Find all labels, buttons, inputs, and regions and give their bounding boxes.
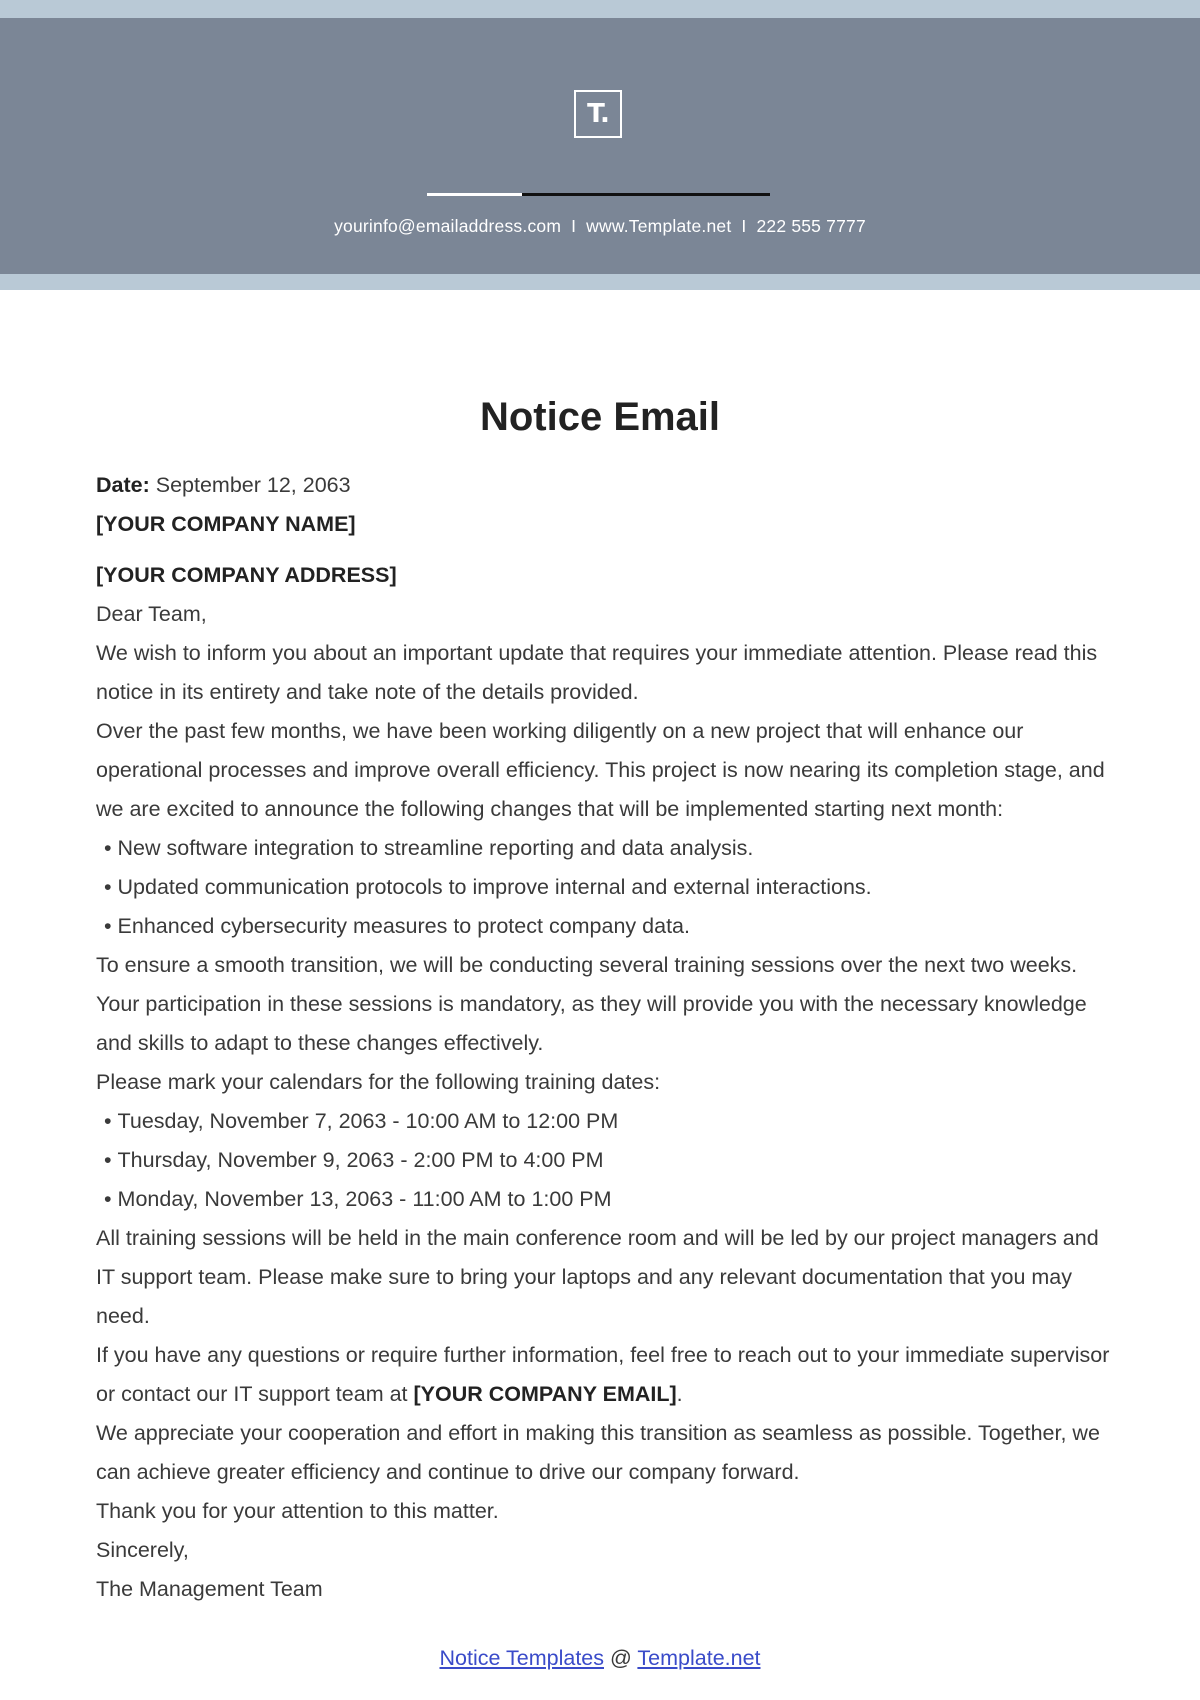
header-divider-light: [427, 193, 522, 196]
list-item: [96, 1180, 1116, 1219]
contact-website: www.Template.net: [586, 216, 732, 236]
changes-list: [96, 829, 1116, 946]
list-item: [96, 868, 1116, 907]
list-item-text: Thursday, November 9, 2063 - 2:00 PM to 4:00 PM: [117, 1148, 604, 1172]
list-item-text: Updated communication protocols to improve internal and external interactions.: [117, 875, 872, 899]
paragraph-6: [96, 1336, 1116, 1414]
date-value: September 12, 2063: [155, 473, 351, 497]
list-item: [96, 1102, 1116, 1141]
bullet-icon: •: [104, 914, 112, 938]
bullet-icon: •: [104, 1187, 112, 1211]
header-divider-dark: [522, 193, 770, 196]
notice-templates-link[interactable]: Notice Templates: [439, 1646, 604, 1670]
paragraph-7: We appreciate your cooperation and effort in making this transition as seamless as possible. Together, we can achieve greater efficiency and continue to drive our company forward.: [96, 1421, 1100, 1484]
contact-separator: I: [571, 216, 577, 236]
date-line: [96, 466, 1116, 505]
paragraph-5: All training sessions will be held in the main conference room and will be led by our project managers and IT support team. Please make sure to bring your laptops and any relevant documentation that you may need.: [96, 1226, 1099, 1328]
list-item-text: Enhanced cybersecurity measures to protect company data.: [117, 914, 690, 938]
company-email-placeholder: [YOUR COMPANY EMAIL]: [413, 1382, 677, 1406]
template-logo-icon: T.: [574, 90, 622, 138]
list-item: [96, 907, 1116, 946]
contact-info: [0, 216, 1200, 237]
footer: [0, 1646, 1200, 1671]
paragraph-1: We wish to inform you about an important update that requires your immediate attention. Please read this notice in its entirety and take note of the details provided.: [96, 641, 1098, 704]
bullet-icon: •: [104, 1109, 112, 1133]
closing: Sincerely,: [96, 1538, 189, 1562]
header-top-strip: [0, 0, 1200, 18]
paragraph-6-end: .: [676, 1382, 683, 1406]
template-net-link[interactable]: Template.net: [637, 1646, 761, 1670]
paragraph-8: Thank you for your attention to this matter.: [96, 1499, 499, 1523]
bullet-icon: •: [104, 1148, 112, 1172]
bullet-icon: •: [104, 836, 112, 860]
company-address: [96, 556, 1116, 595]
company-name-text: [YOUR COMPANY NAME]: [96, 512, 356, 536]
training-dates-list: [96, 1102, 1116, 1219]
header-bottom-strip: [0, 274, 1200, 290]
greeting: Dear Team,: [96, 602, 207, 626]
list-item-text: Tuesday, November 7, 2063 - 10:00 AM to 12:00 PM: [117, 1109, 619, 1133]
contact-separator: I: [741, 216, 747, 236]
date-label: Date:: [96, 473, 150, 497]
list-item-text: Monday, November 13, 2063 - 11:00 AM to 1:00 PM: [117, 1187, 612, 1211]
document-body: [96, 466, 1116, 1609]
list-item: [96, 1141, 1116, 1180]
company-name: [96, 505, 1116, 544]
paragraph-2: Over the past few months, we have been working diligently on a new project that will enhance our operational processes and improve overall efficiency. This project is now nearing its completion stage, and we are excited to announce the following changes that will be implemented starting next month:: [96, 719, 1105, 821]
list-item-text: New software integration to streamline reporting and data analysis.: [117, 836, 754, 860]
signature: The Management Team: [96, 1577, 323, 1601]
paragraph-3: To ensure a smooth transition, we will be conducting several training sessions over the next two weeks. Your participation in these sessions is mandatory, as they will provide you with the necessary knowledge and skills to adapt to these changes effectively.: [96, 953, 1087, 1055]
paragraph-6-text: If you have any questions or require further information, feel free to reach out to your immediate supervisor or contact our IT support team at: [96, 1343, 1110, 1406]
paragraph-4: Please mark your calendars for the following training dates:: [96, 1070, 661, 1094]
list-item: [96, 829, 1116, 868]
contact-email: yourinfo@emailaddress.com: [334, 216, 562, 236]
bullet-icon: •: [104, 875, 112, 899]
contact-phone: 222 555 7777: [756, 216, 866, 236]
company-address-text: [YOUR COMPANY ADDRESS]: [96, 563, 397, 587]
footer-at: @: [609, 1646, 632, 1670]
document-title: Notice Email: [479, 395, 721, 439]
